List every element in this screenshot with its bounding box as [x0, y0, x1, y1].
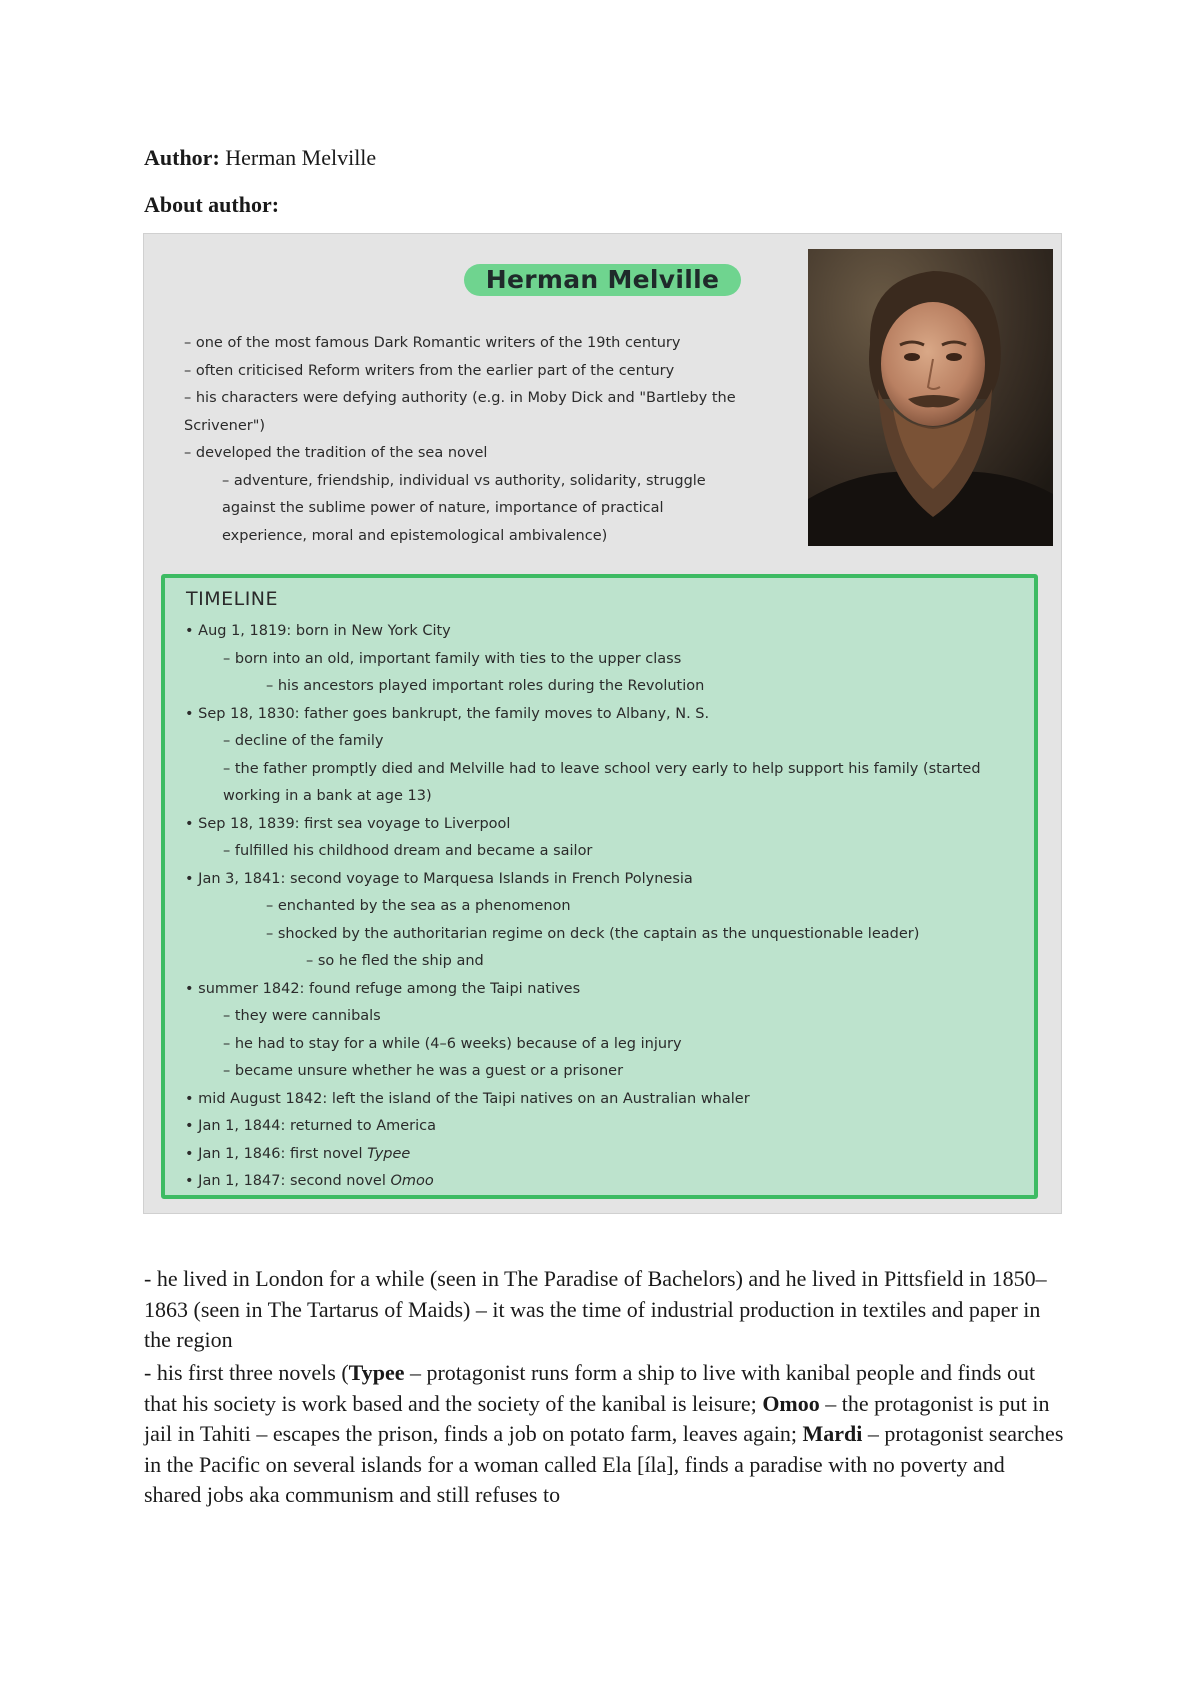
timeline-title: TIMELINE [186, 588, 279, 610]
author-name: Herman Melville [225, 145, 377, 170]
timeline-list [185, 618, 1013, 1196]
timeline-item [185, 1168, 1013, 1196]
timeline-item: • summer 1842: found refuge among the Taipi natives [185, 980, 581, 997]
novel-title-typee: Typee [367, 1145, 411, 1162]
timeline-item [185, 1141, 1013, 1169]
timeline-subitem: – the father promptly died and Melville had to leave school very early to help support his family (started working in a bank at age 13) [223, 760, 981, 804]
author-infographic [143, 233, 1062, 1214]
portrait-image [808, 249, 1053, 546]
paragraph-london-pittsfield: - he lived in London for a while (seen in The Paradise of Bachelors) and he lived in Pittsfield in 1850–1863 (seen in The Tartarus of Maids) – it was the time of industrial production in textiles and paper in the region [144, 1266, 1047, 1352]
timeline-subitem: – his ancestors played important roles during the Revolution [266, 678, 705, 694]
timeline-subitem: – became unsure whether he was a guest or a prisoner [223, 1063, 624, 1079]
timeline-item: • Jan 1, 1844: returned to America [185, 1118, 437, 1134]
paragraph-first-novels [144, 1358, 1064, 1511]
timeline-subitem: – so he fled the ship and [306, 953, 484, 969]
figure-title: Herman Melville [464, 264, 741, 296]
author-portrait [808, 249, 1053, 546]
timeline-subitem: – they were cannibals [223, 1008, 381, 1024]
novel-title-omoo: Omoo [390, 1173, 434, 1189]
bio-item: – his characters were defying authority (e.g. in Moby Dick and "Bartleby the Scrivener") [184, 390, 736, 434]
about-author-heading [144, 192, 279, 218]
novel-omoo: Omoo [762, 1390, 820, 1416]
bio-subitem: – adventure, friendship, individual vs authority, solidarity, struggle [222, 472, 706, 489]
para-text: – the protagonist is put in jail in Tahiti – escapes the prison, finds a job on potato farm, leaves again; [144, 1390, 1050, 1446]
bio-list [184, 330, 789, 550]
bio-item: – one of the most famous Dark Romantic writers of the 19th century [184, 335, 681, 351]
novel-mardi: Mardi [802, 1421, 863, 1446]
author-label: Author: [144, 145, 220, 170]
bio-subitem-cont: against the sublime power of nature, importance of practical [222, 500, 664, 516]
timeline-box [161, 574, 1038, 1199]
timeline-subitem: – he had to stay for a while (4–6 weeks) because of a leg injury [223, 1035, 682, 1052]
timeline-item-text: • Jan 1, 1847: second novel [185, 1173, 391, 1189]
about-label: About author: [144, 192, 280, 217]
para-text: – protagonist runs form a ship to live with kanibal people and finds out that his society is work based and the society of the kanibal is leisure; [144, 1360, 1036, 1416]
para-text: – protagonist searches in the Pacific on several islands for a woman called Ela [íla], finds a paradise with no poverty and shared jobs aka communism and still refuses to [144, 1421, 1064, 1507]
timeline-subitem: – shocked by the authoritarian regime on deck (the captain as the unquestionable leader) [266, 925, 920, 942]
timeline-subitem: – fulfilled his childhood dream and became a sailor [223, 843, 593, 859]
timeline-item-text: • Jan 1, 1846: first novel [185, 1145, 368, 1162]
timeline-item: • Sep 18, 1830: father goes bankrupt, the family moves to Albany, N. S. [185, 705, 710, 722]
timeline-subitem: – enchanted by the sea as a phenomenon [266, 898, 571, 914]
timeline-item: • mid August 1842: left the island of the Taipi natives on an Australian whaler [185, 1090, 750, 1107]
timeline-subitem: – decline of the family [223, 733, 384, 749]
para-text: - his first three novels ( [144, 1360, 349, 1385]
novel-typee: Typee [348, 1360, 405, 1385]
timeline-item: • Jan 3, 1841: second voyage to Marquesa Islands in French Polynesia [185, 870, 693, 887]
author-line [144, 145, 376, 171]
bio-item: – often criticised Reform writers from the earlier part of the century [184, 362, 675, 379]
bio-item: – developed the tradition of the sea novel [184, 445, 488, 461]
timeline-subitem: – born into an old, important family with ties to the upper class [223, 650, 682, 667]
timeline-item: • Aug 1, 1819: born in New York City [185, 623, 451, 639]
timeline-item: • Sep 18, 1839: first sea voyage to Liverpool [185, 815, 511, 832]
bio-subitem-cont: experience, moral and epistemological ambivalence) [222, 527, 608, 544]
